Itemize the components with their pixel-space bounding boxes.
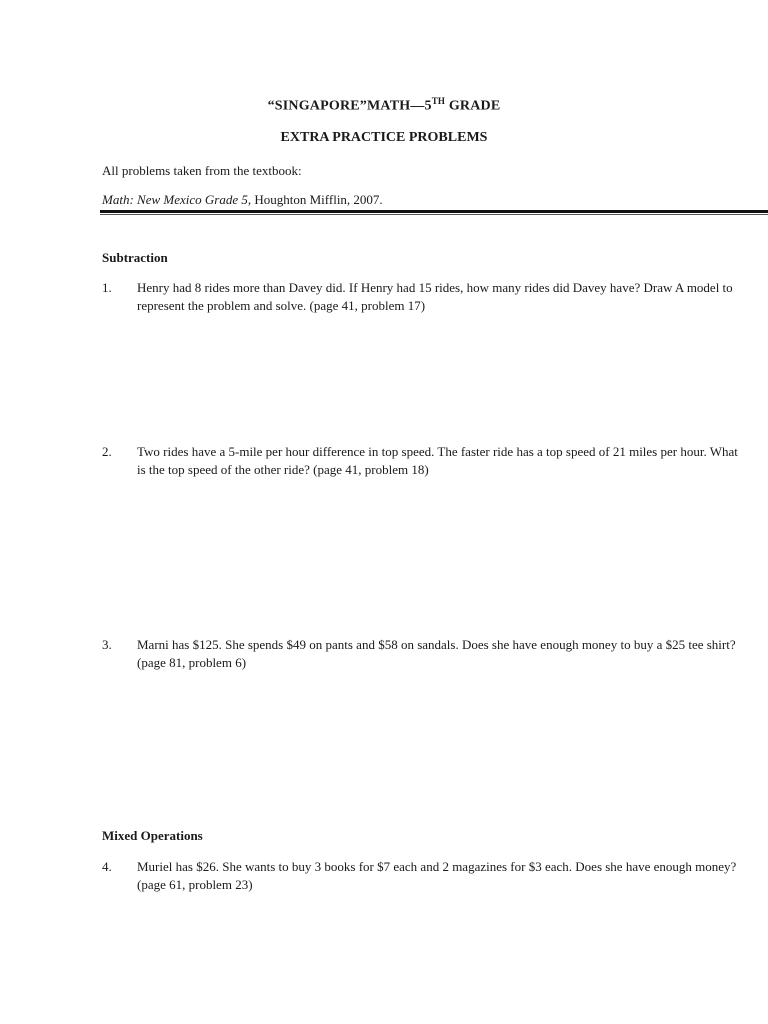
citation-publisher: Houghton Mifflin, 2007. bbox=[251, 192, 383, 207]
problem-number: 4. bbox=[102, 859, 112, 874]
problem-item bbox=[102, 443, 742, 479]
problem-number: 1. bbox=[102, 280, 112, 295]
problem-item bbox=[102, 636, 742, 672]
problem-text: Henry had 8 rides more than Davey did. If Henry had 15 rides, how many rides did Davey have? Draw A model to represent the problem and solve. (page 41, problem 17) bbox=[137, 280, 733, 313]
citation-title: Math: New Mexico Grade 5, bbox=[102, 192, 252, 207]
problem-text: Two rides have a 5-mile per hour difference in top speed. The faster ride has a top speed of 21 miles per hour. What is the top speed of the other ride? (page 41, problem 18) bbox=[137, 444, 738, 477]
problem-text: Marni has $125. She spends $49 on pants and $58 on sandals. Does she have enough money to buy a $25 tee shirt? (page 81, problem 6) bbox=[137, 637, 736, 670]
section-heading-subtraction: Subtraction bbox=[102, 250, 168, 265]
divider-thick bbox=[100, 210, 768, 213]
intro-text: All problems taken from the textbook: bbox=[102, 163, 302, 178]
problem-item bbox=[102, 279, 742, 315]
title-tail: GRADE bbox=[445, 98, 501, 114]
page-subtitle: EXTRA PRACTICE PROBLEMS bbox=[280, 130, 488, 145]
title-superscript: TH bbox=[431, 96, 446, 106]
problem-number: 3. bbox=[102, 637, 112, 652]
citation bbox=[102, 192, 383, 208]
section-heading-mixed-operations: Mixed Operations bbox=[102, 828, 203, 843]
divider-thin bbox=[100, 214, 768, 215]
problem-number: 2. bbox=[102, 444, 112, 459]
title-text: “SINGAPORE”MATH—5 bbox=[267, 98, 432, 114]
problem-item bbox=[102, 858, 742, 894]
page-title bbox=[0, 96, 768, 115]
problem-text: Muriel has $26. She wants to buy 3 books for $7 each and 2 magazines for $3 each. Does she have enough money? (page 61, problem 23) bbox=[137, 859, 737, 892]
